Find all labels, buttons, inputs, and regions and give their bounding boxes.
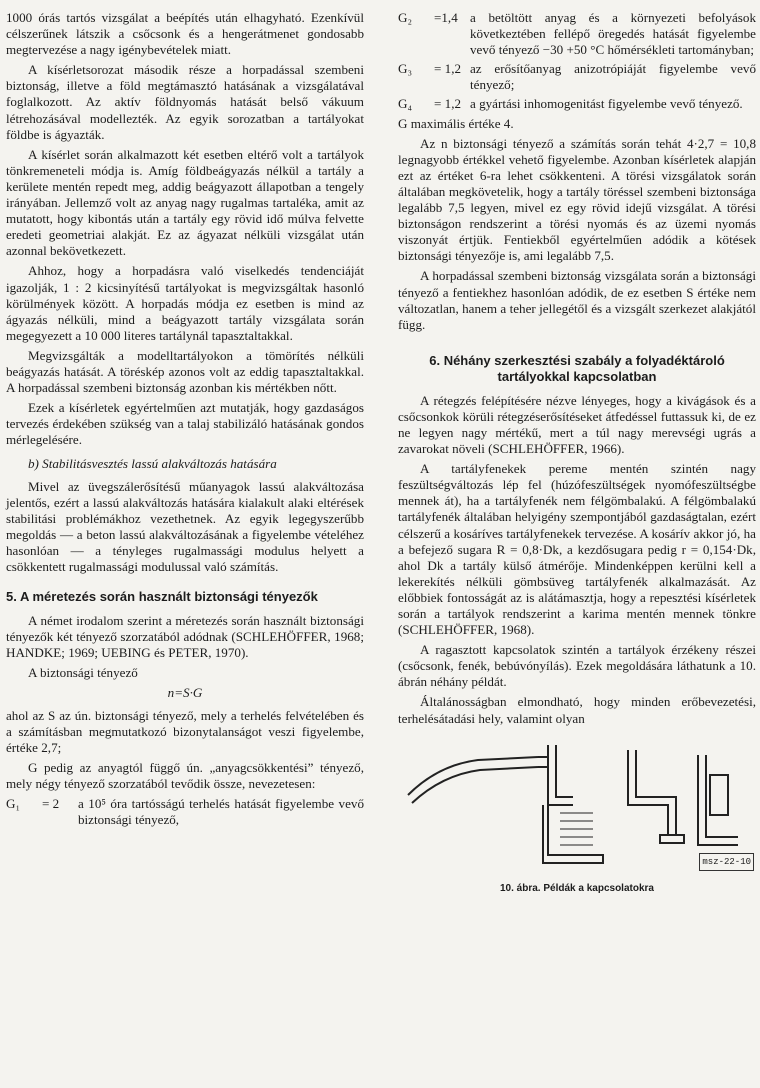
figure-code: msz-22-10 [699, 853, 754, 871]
pipe-joint [628, 750, 668, 835]
factor-value: = 1,2 [434, 96, 462, 112]
paragraph: 1000 órás tartós vizsgálat a beépítés után elhagyható. Ezenkívül célszerűnek látszik a csőcsonk és a hengerátmenet gondosabb megtervezése a nagy igénybevételek miatt. [6, 10, 364, 58]
bottom-joint [698, 755, 738, 845]
factor-value: =1,4 [434, 10, 458, 25]
paragraph: Megvizsgálták a modelltartályokon a tömörítés nélküli beágyazás hatását. A töréskép azonos volt az eddig tapasztaltakkal. A horpadással szembeni biztonság azonban kis mértékben nőtt. [6, 347, 364, 396]
formula: n=S·G [167, 685, 203, 701]
nozzle-wall-inner [556, 745, 573, 797]
paragraph: ahol az S az ún. biztonsági tényező, mely a terhelés felvételében és a számításban megmutatkozó bizonytalanságot veszi figyelembe, értéke 2,7; [6, 707, 364, 755]
factor-description: a gyártási inhomogenitást figyelembe vevő tényező. [470, 96, 743, 112]
flange [543, 805, 603, 863]
figure-caption: 10. ábra. Példák a kapcsolatokra [500, 882, 654, 894]
factor-row-g2 [398, 10, 756, 58]
factor-description: a betöltött anyag és a környezeti befolyások következtében fellépő öregedés hatását figyelembe vevő tényező −30 +50 °C hőmérsékleti tartományban; [470, 10, 756, 58]
factor-label: G₁ [6, 796, 21, 812]
paragraph: G maximális értéke 4. [398, 115, 514, 131]
paragraph: A tartályfenekek pereme mentén szintén nagy feszültségváltozás lép fel (húzófeszültségek nyomófeszültségbe mennek át), ha a tartályfenék nem félgömbalakú. A félgömbalakú tartályfenék általában helyigény szempontjából gazdaságtalan, ezért célszerű a kosáríves tartályfenekek tervezése. A kosárív akkor jó, ha a befejező sugara R = 0,8·Dk, a kezdősugara pedig r = 0,154·Dk, ahol Dk a tartály külső átmérője. Mindenképpen kerülni kell a lekerekítés nélküli gömbsüveg tartályfenék alkalmazását. Az előbbiek fontosságát az is alátámasztja, hogy a repesztési kísérletek során a tartályok rendszerint a karima mentén mennek tönkre (SCHLEHÖFFER, 1968). [398, 461, 756, 638]
right-column [398, 10, 756, 905]
factor-row-g1 [6, 796, 364, 828]
section-heading: 6. Néhány szerkesztési szabály a folyadéktároló tartályokkal kapcsolatban [429, 352, 725, 384]
paragraph: Ezek a kísérletek egyértelműen azt mutatják, hogy gazdaságos tervezés érdekében szükség van a talaj stabilizáló hatásának gondos mérlegelésére. [6, 400, 364, 448]
figure-10 [398, 735, 756, 905]
factor-label: G₂ [398, 10, 413, 25]
factor-row-g4 [398, 96, 756, 112]
factor-value: = 2 [42, 796, 60, 812]
paragraph: A német irodalom szerint a méretezés során használt biztonsági tényezők két tényező szorzatából adódnak (SCHLEHÖFFER, 1968; HANDKE; 1969; UEBING és PETER, 1970). [6, 613, 364, 661]
paragraph: A kísérletsorozat második része a horpadással szembeni biztonság, illetve a föld megtámasztó hatásának a vizsgálatával foglalkozott. Az aktív földnyomás hatását belső vákuum létrehozásával modellezték. Az egyik sorozatban a tartályokat földbe is ágyazták. [6, 62, 364, 142]
paragraph: Az n biztonsági tényező a számítás során tehát 4·2,7 = 10,8 legnagyobb értékkel vehető figyelembe. Azonban kísérletek alapján ezt az értéket 6-ra lehet csökkenteni. A törési vizsgálatok során általában megkövetelik, hogy a tartály töréssel szembeni biztonsága legalább 7,5 legyen, mivel ez egy rövid idejű vizsgálat. A törési biztonságon rendszerint a törési nyomás és az üzemi nyomás viszonyát értjük. Fentiekből egyértelműen adódik a kötések biztonsági tényezője is, ami legalább 7,5. [398, 135, 756, 264]
factor-value: = 1,2 [434, 61, 462, 77]
subsection-heading: b) Stabilitásvesztés lassú alakváltozás hatására [28, 456, 277, 472]
factor-label: G₃ [398, 61, 413, 77]
factor-description: a 10⁵ óra tartósságú terhelés hatását figyelembe vevő biztonsági tényező, [78, 796, 364, 828]
paragraph: Általánosságban elmondható, hogy minden erőbevezetési, terhelésátadási hely, valamint olyan [398, 694, 756, 726]
paragraph: G pedig az anyagtól függő ún. „anyagcsökkentési” tényező, mely négy tényező szorzatából tevődik össze, nevezetesen: [6, 759, 364, 791]
paragraph: A horpadással szembeni biztonság vizsgálata során a biztonsági tényező a fentiekhez hasonlóan adódik, de ez esetben S értéke nem változatlan, hanem a teher jellegétől és a vizsgált szerkezet alakjától függ. [398, 268, 756, 332]
paragraph: A rétegzés felépítésére nézve lényeges, hogy a kivágások és a csőcsonkok körüli rétegzéserősítéseket átfedéssel futtassuk ki, de ez ne legyen nagy mértékű, mert a túl nagy merevségi ugrás a zavarokat növeli (SCHLEHÖFFER, 1966). [398, 392, 756, 457]
section-heading: 5. A méretezés során használt biztonsági tényezők [6, 589, 318, 605]
paragraph: A kísérlet során alkalmazott két esetben eltérő volt a tartályok tönkremeneteli módja is. Amíg földbeágyazás nélkül a tartály a kerülete mentén repedt meg, addig beágyazott állapotban a tengely irányában. Jellemző volt az anyag nagy rugalmas tartaléka, amit az mutatott, hogy kibontás után a tartály egy rövid idő múlva felvette eredeti geometriai alakját. Ez az ágyazat nélküli vizsgálat után azonnal bekövetkezett. [6, 146, 364, 259]
factor-row-g3 [398, 61, 756, 93]
curved-shell-inner [412, 767, 538, 803]
factor-label: G₄ [398, 96, 413, 112]
left-column [6, 10, 364, 831]
paragraph: Ahhoz, hogy a horpadásra való viselkedés tendenciáját igazolják, 1 : 2 kicsinyítésű tartályokat is megvizsgáltak hasonló körülmények között. A horpadás módja ez esetben is mind az ágyazás nélküli, mind a beágyazott tartály vizsgálata során megegyezett a 10 000 literes tartálynál tapasztaltakkal. [6, 263, 364, 343]
paragraph: A biztonsági tényező [28, 665, 138, 681]
factor-description: az erősítőanyag anizotrópiáját figyelembe vevő tényező; [470, 61, 756, 93]
paragraph: Mivel az üvegszálerősítésű műanyagok lassú alakváltozása jelentős, ezért a lassú alakváltozás hatására kialakult alaki eltérések stabilitási problémákhoz vezethetnek. Az egyik legegyszerűbb megoldás — a beton lassú alakváltozásának a figyelembe vételéhez hasonlóan — a tényleges rugalmassági modulus helyett a csökkentett rugalmassági modulussal való számítás. [6, 478, 364, 574]
paragraph: A ragasztott kapcsolatok szintén a tartályok érzékeny részei (csőcsonk, fenék, bebúvónyílás). Ezek megoldására láthatunk a 10. ábrán néhány példát. [398, 642, 756, 690]
